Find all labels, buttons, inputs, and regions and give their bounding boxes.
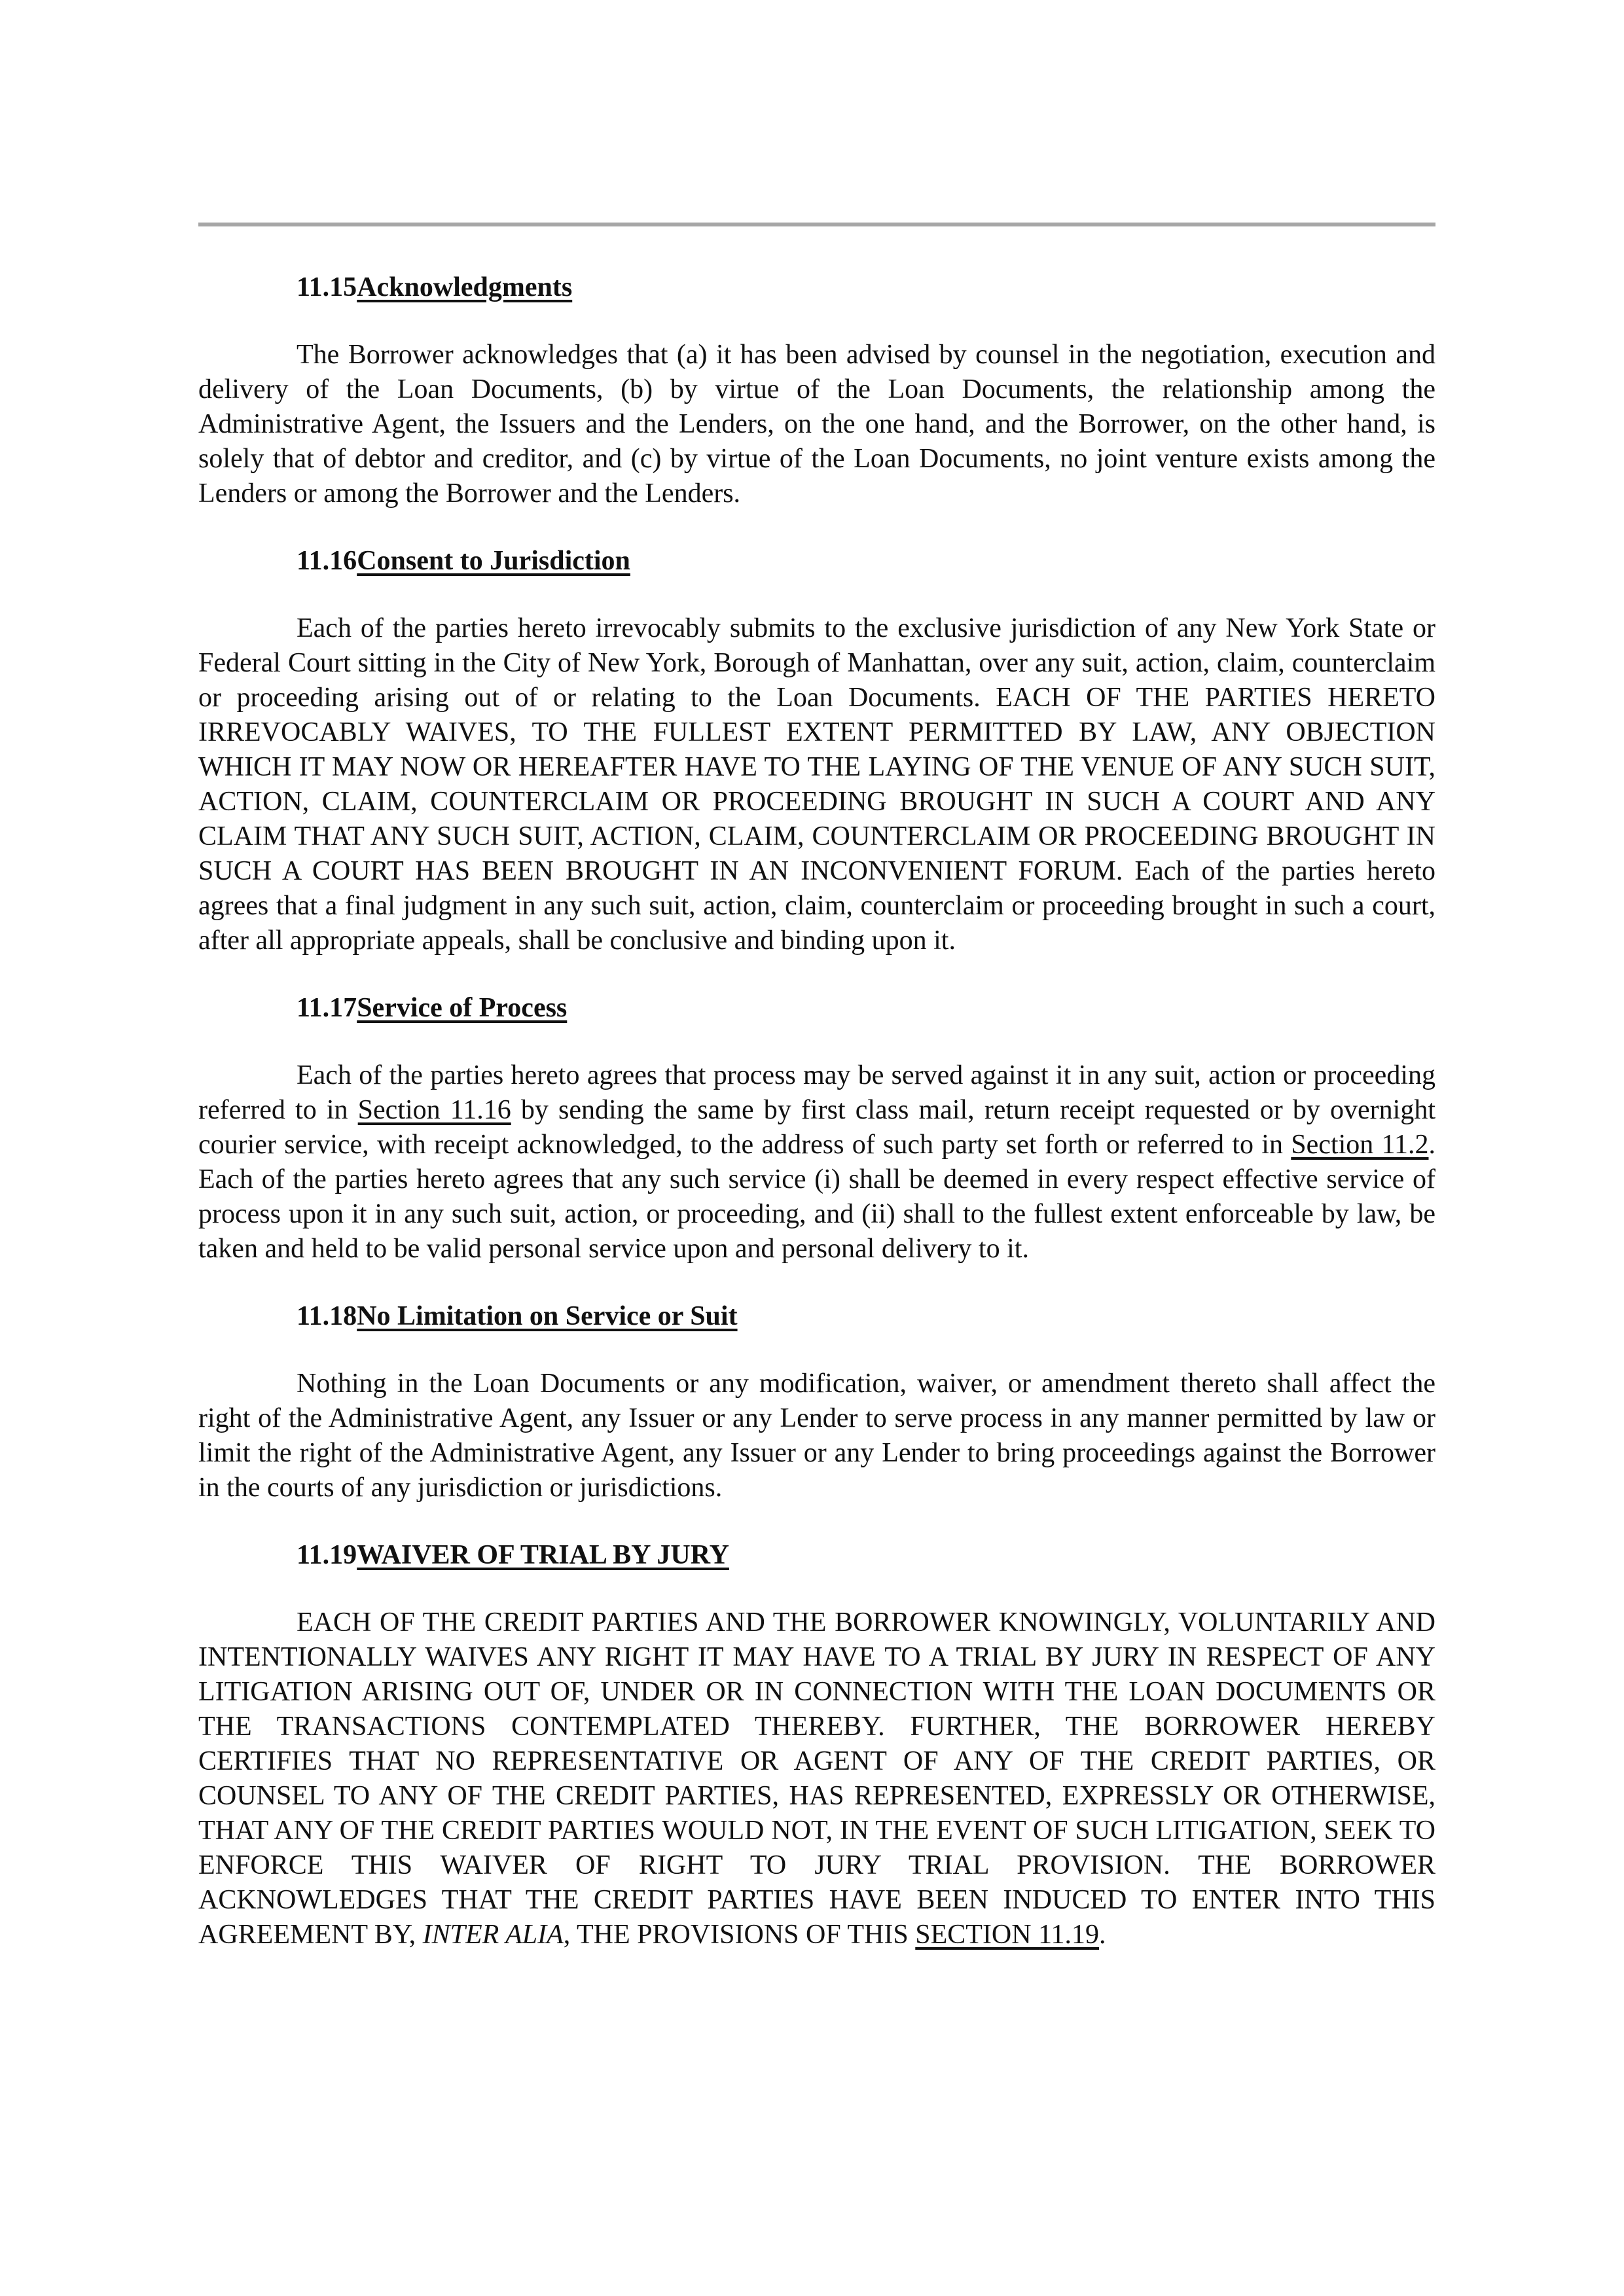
section-body-11-15: The Borrower acknowledges that (a) it has been advised by counsel in the negotiation, execution and delivery of the Loan Documents, (b) by virtue of the Loan Documents, the relationship among the Administrative Agent, the Issuers and the Lenders, on the one hand, and the Borrower, on the other hand, is solely that of debtor and creditor, and (c) by virtue of the Loan Documents, no joint venture exists among the Lenders or among the Borrower and the Lenders. bbox=[198, 340, 1435, 509]
italic-term: INTER ALIA bbox=[422, 1920, 564, 1950]
section-heading-11-17 bbox=[198, 991, 1435, 1026]
section-number: 11.16 bbox=[297, 546, 357, 576]
section-heading-11-18 bbox=[198, 1299, 1435, 1334]
document-body bbox=[198, 254, 1435, 1952]
section-number: 11.17 bbox=[297, 993, 357, 1023]
section-body-11-16: Each of the parties hereto irrevocably submits to the exclusive jurisdiction of any New York State or Federal Court sitting in the City of New York, Borough of Manhattan, over any suit, action, claim, counterclaim or proceeding arising out of or relating to the Loan Documents. EACH OF THE PARTIES HERETO IRREVOCABLY WAIVES, TO THE FULLEST EXTENT PERMITTED BY LAW, ANY OBJECTION WHICH IT MAY NOW OR HEREAFTER HAVE TO THE LAYING OF THE VENUE OF ANY SUCH SUIT, ACTION, CLAIM, COUNTERCLAIM OR PROCEEDING BROUGHT IN SUCH A COURT AND ANY CLAIM THAT ANY SUCH SUIT, ACTION, CLAIM, COUNTERCLAIM OR PROCEEDING BROUGHT IN SUCH A COURT HAS BEEN BROUGHT IN AN INCONVENIENT FORUM. Each of the parties hereto agrees that a final judgment in any such suit, action, claim, counterclaim or proceeding brought in such a court, after all appropriate appeals, shall be conclusive and binding upon it. bbox=[198, 613, 1435, 956]
section-body-11-18: Nothing in the Loan Documents or any modification, waiver, or amendment thereto shall affect the right of the Administrative Agent, any Issuer or any Lender to serve process in any manner permitted by law or limit the right of the Administrative Agent, any Issuer or any Lender to bring proceedings against the Borrower in the courts of any jurisdiction or jurisdictions. bbox=[198, 1369, 1435, 1503]
section-reference-link[interactable]: Section 11.2 bbox=[1291, 1130, 1429, 1160]
section-reference-link[interactable]: SECTION 11.19 bbox=[915, 1920, 1100, 1950]
body-text: Each of the parties hereto agrees that process may be served against it in any suit, action or proceeding referred to in bbox=[198, 1060, 1435, 1125]
section-title: Consent to Jurisdiction bbox=[357, 546, 630, 576]
header-rule bbox=[198, 223, 1435, 226]
section-reference-link[interactable]: Section 11.16 bbox=[357, 1095, 511, 1125]
section-title: WAIVER OF TRIAL BY JURY bbox=[357, 1540, 729, 1570]
body-text: . bbox=[1099, 1920, 1106, 1950]
section-heading-11-16 bbox=[198, 544, 1435, 579]
section-body-11-17 bbox=[198, 1058, 1435, 1266]
section-number: 11.15 bbox=[297, 272, 357, 302]
section-title: Service of Process bbox=[357, 993, 568, 1023]
section-number: 11.18 bbox=[297, 1301, 357, 1331]
body-text: EACH OF THE CREDIT PARTIES AND THE BORROWER KNOWINGLY, VOLUNTARILY AND INTENTIONALLY WAIVES ANY RIGHT IT MAY HAVE TO A TRIAL BY JURY IN RESPECT OF ANY LITIGATION ARISING OUT OF, UNDER OR IN CONNECTION WITH THE LOAN DOCUMENTS OR THE TRANSACTIONS CONTEMPLATED THEREBY. FURTHER, THE BORROWER HEREBY CERTIFIES THAT NO REPRESENTATIVE OR AGENT OF ANY OF THE CREDIT PARTIES, OR COUNSEL TO ANY OF THE CREDIT PARTIES, HAS REPRESENTED, EXPRESSLY OR OTHERWISE, THAT ANY OF THE CREDIT PARTIES WOULD NOT, IN THE EVENT OF SUCH LITIGATION, SEEK TO ENFORCE THIS WAIVER OF RIGHT TO JURY TRIAL PROVISION. THE BORROWER ACKNOWLEDGES THAT THE CREDIT PARTIES HAVE BEEN INDUCED TO ENTER INTO THIS AGREEMENT BY, bbox=[198, 1607, 1435, 1950]
section-number: 11.19 bbox=[297, 1540, 357, 1570]
body-text: by sending the same by first class mail, return receipt requested or by overnight courier service, with receipt acknowledged, to the address of such party set forth or referred to in bbox=[198, 1095, 1435, 1160]
section-title: No Limitation on Service or Suit bbox=[357, 1301, 738, 1331]
section-title: Acknowledgments bbox=[357, 272, 573, 302]
section-heading-11-15 bbox=[198, 270, 1435, 305]
body-text: . Each of the parties hereto agrees that any such service (i) shall be deemed in every respect effective service of process upon it in any such suit, action, or proceeding, and (ii) shall to the fullest extent enforceable by law, be taken and held to be valid personal service upon and personal delivery to it. bbox=[198, 1130, 1435, 1264]
section-heading-11-19 bbox=[198, 1538, 1435, 1573]
body-text: , THE PROVISIONS OF THIS bbox=[563, 1920, 916, 1950]
section-body-11-19 bbox=[198, 1605, 1435, 1952]
